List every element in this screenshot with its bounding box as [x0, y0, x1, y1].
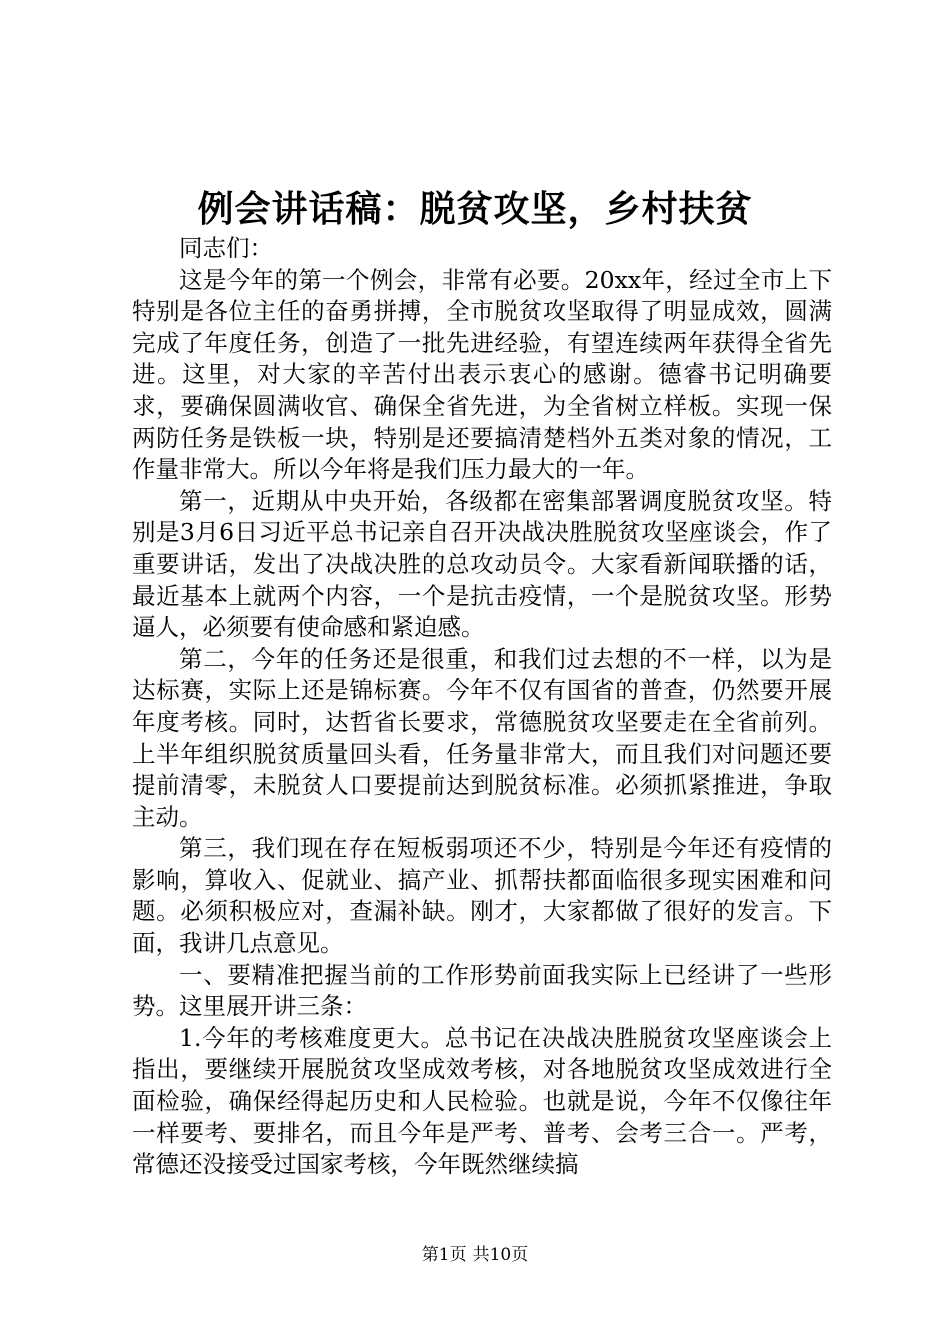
point-three-paragraph: 第三，我们现在存在短板弱项还不少，特别是今年还有疫情的影响，算收入、促就业、搞产业、抓帮扶都面临很多现实困难和问题。必须积极应对，查漏补缺。刚才，大家都做了很好的发言。下面，我讲几点意见。 — [132, 834, 832, 958]
total-pages: 共10页 — [472, 1245, 529, 1265]
point-one-paragraph: 第一，近期从中央开始，各级都在密集部署调度脱贫攻坚。特别是3月6日习近平总书记亲自召开决战决胜脱贫攻坚座谈会，作了重要讲话，发出了决战决胜的总攻动员令。大家看新闻联播的话，最近基本上就两个内容，一个是抗击疫情，一个是脱贫攻坚。形势逼人，必须要有使命感和紧迫感。 — [132, 486, 832, 642]
point-two-paragraph: 第二，今年的任务还是很重，和我们过去想的不一样，以为是达标赛，实际上还是锦标赛。今年不仅有国省的普查，仍然要开展年度考核。同时，达哲省长要求，常德脱贫攻坚要走在全省前列。上半年组织脱贫质量回头看，任务量非常大，而且我们对问题还要提前清零，未脱贫人口要提前达到脱贫标准。必须抓紧推进，争取主动。 — [132, 644, 832, 831]
page-footer — [0, 1243, 950, 1267]
section-one-item-one-paragraph: 1.今年的考核难度更大。总书记在决战决胜脱贫攻坚座谈会上指出，要继续开展脱贫攻坚成效考核，对各地脱贫攻坚成效进行全面检验，确保经得起历史和人民检验。也就是说，今年不仅像往年一样要考、要排名，而且今年是严考、普考、会考三合一。严考，常德还没接受过国家考核，今年既然继续搞 — [132, 1023, 832, 1179]
intro-paragraph: 这是今年的第一个例会，非常有必要。20xx年，经过全市上下特别是各位主任的奋勇拼搏，全市脱贫攻坚取得了明显成效，圆满完成了年度任务，创造了一批先进经验，有望连续两年获得全省先进。这里，对大家的辛苦付出表示衷心的感谢。德睿书记明确要求，要确保圆满收官、确保全省先进，为全省树立样板。实现一保两防任务是铁板一块，特别是还要搞清楚档外五类对象的情况，工作量非常大。所以今年将是我们压力最大的一年。 — [132, 265, 832, 484]
document-title: 例会讲话稿：脱贫攻坚，乡村扶贫 — [197, 188, 753, 230]
page-number: 第1页 — [421, 1245, 467, 1265]
document-body — [132, 233, 832, 1181]
section-one-heading-paragraph: 一、要精准把握当前的工作形势前面我实际上已经讲了一些形势。这里展开讲三条： — [132, 960, 832, 1021]
greeting-paragraph: 同志们： — [179, 234, 273, 262]
